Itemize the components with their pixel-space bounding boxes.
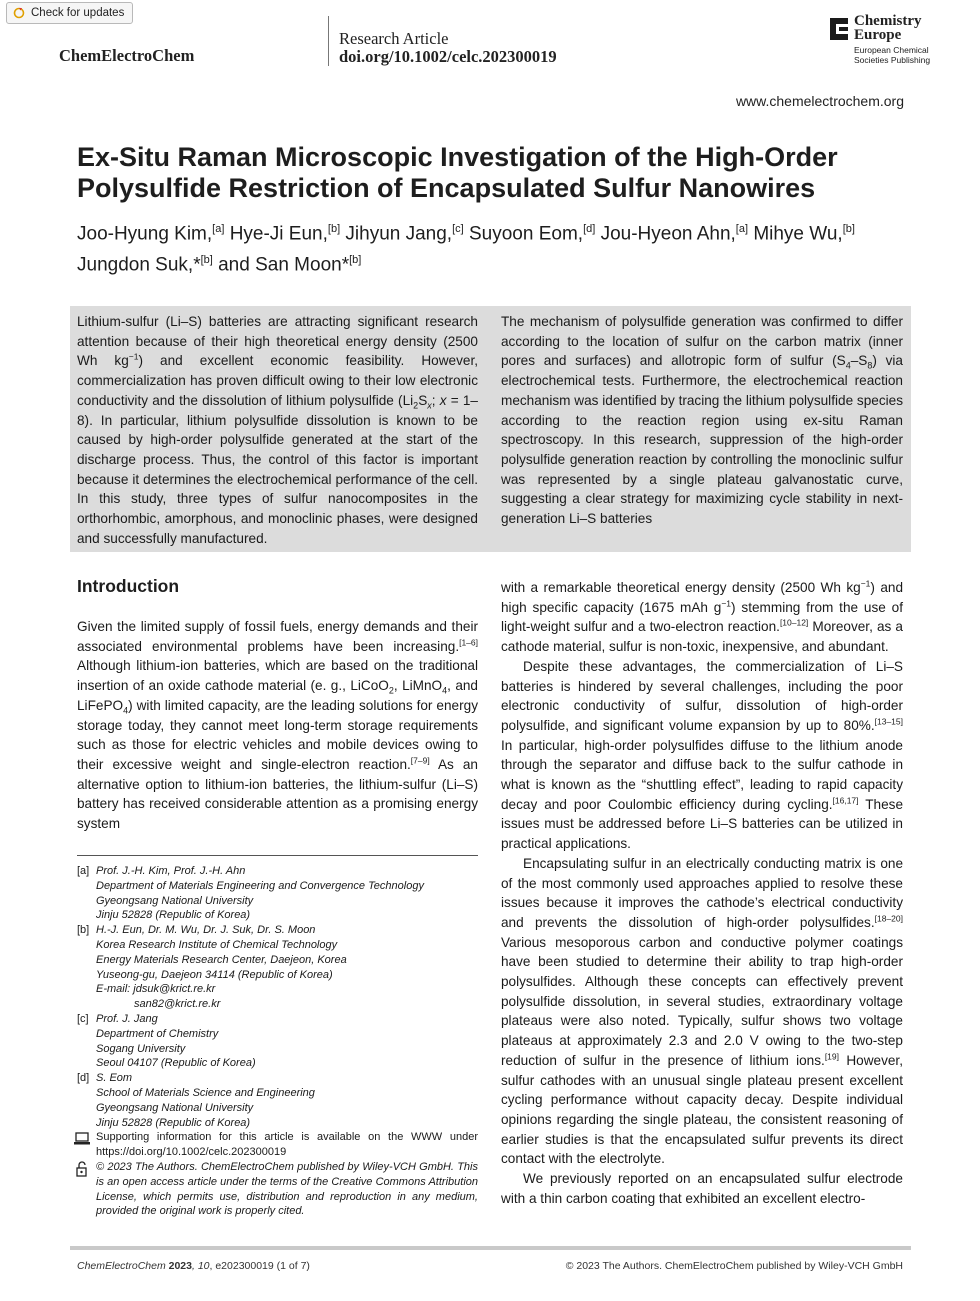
affiliation-names: Prof. J.-H. Kim, Prof. J.-H. Ahn — [96, 865, 246, 877]
introduction-heading: Introduction — [77, 576, 180, 596]
logo-text-line1: Chemistry — [854, 13, 922, 29]
footer-divider — [70, 1246, 911, 1250]
paragraph-text: Given the limited supply of fossil fuels, energy demands and their associated environmental problems have been increasing. — [77, 619, 478, 654]
doi-link[interactable]: doi.org/10.1002/celc.202300019 — [339, 47, 557, 66]
abstract-text: The mechanism of polysulfide generation was confirmed to differ according to the location of sulfur on the carbon matrix (inner pores and surfaces) and allotropic form of sulfur (S — [501, 314, 903, 369]
check-for-updates-button[interactable] — [6, 2, 133, 24]
author: Mihye Wu, — [753, 223, 843, 245]
affiliation-line: Department of Chemistry — [96, 1027, 219, 1040]
subscript: 2 — [388, 685, 394, 696]
abstract-text: = 1–8). In particular, lithium polysulfide dissolution is known to be caused by high-order polysulfide generated at the start of the discharge process. Thus, the control of this factor is important because it determines the electrochemical performance of the cell. In this study, three types of sulfur nanocomposites in the orthorhombic, amorphous, and monoclinic phases, were designed and successfully manufactured. — [77, 392, 478, 546]
abstract-left-column — [77, 312, 478, 548]
author: Jihyun Jang, — [345, 223, 453, 245]
affiliation-line: Sogang University — [96, 1042, 186, 1055]
open-access-lock-icon — [73, 1161, 91, 1177]
citation[interactable]: [7–9] — [410, 755, 430, 766]
journal-website-link[interactable]: www.chemelectrochem.org — [735, 93, 904, 109]
affiliation-line: School of Materials Science and Engineering — [96, 1086, 315, 1099]
paragraph-text: As an alternative option to lithium-ion batteries, the lithium-sulfur (Li–S) battery has received considerable attention as a promising energy system — [77, 756, 478, 832]
logo-text-line3: European Chemical — [854, 45, 929, 55]
affiliation-line: Energy Materials Research Center, Daejeon, Korea — [96, 953, 347, 966]
paragraph-text: , LiMnO — [393, 678, 443, 694]
citation[interactable]: [1–6] — [459, 637, 478, 648]
footer-citation — [77, 1260, 310, 1272]
subscript: 4 — [123, 705, 129, 716]
abstract-right-column — [501, 312, 903, 529]
paragraph-text: Despite these advantages, the commercialization of Li–S batteries is hindered by several challenges, including the poor electronic conductivity of sulfur, dissolution of high-order polysulfide, and significant volume expansion by up to 80%. — [501, 658, 903, 733]
footer-year: 2023 — [165, 1260, 192, 1272]
citation[interactable]: [16,17] — [832, 795, 859, 806]
paragraph-text: Moreover, as a cathode material, sulfur is non-toxic, inexpensive, and abundant. — [501, 619, 903, 655]
author-affiliation: [c] — [452, 223, 464, 235]
affiliation-line: Gyeongsang National University — [96, 894, 254, 907]
author-affiliation: [b] — [842, 223, 855, 235]
author: Jungdon Suk,* — [77, 254, 201, 276]
intro-left-column — [77, 617, 478, 834]
author: Hye-Ji Eun, — [229, 223, 328, 245]
paragraph-text: However, sulfur cathodes with an unusual single plateau present excellent cycling performance without capacity decay. Despite individual opinions regarding the single plateau, the consistent reasoning of earlier studies is that the encapsulated sulfur prevents its direct contact with the electrolyte. — [501, 1052, 903, 1167]
paragraph-text: ) stemming from the use of light-weight sulfur and a two-electron reaction. — [501, 599, 903, 635]
citation[interactable]: [18–20] — [874, 913, 903, 924]
author-affiliation: [b] — [200, 254, 213, 267]
affiliation-entry — [77, 1012, 478, 1071]
abstract-text: –S — [850, 353, 868, 369]
affiliation-line: Seoul 04107 (Republic of Korea) — [96, 1057, 256, 1070]
author: Joo-Hyung Kim, — [77, 223, 213, 245]
citation[interactable]: [19] — [824, 1051, 839, 1062]
affiliation-line: Yuseong-gu, Daejeon 34114 (Republic of Korea) — [96, 968, 333, 981]
affiliation-entry — [77, 923, 478, 1012]
paragraph: We previously reported on an encapsulated sulfur electrode with a thin carbon coating that exhibited an excellent electro- — [501, 1171, 903, 1206]
affiliation-label: [c] — [77, 1012, 89, 1025]
supporting-info-text: Supporting information for this article is available on the WWW under https://doi.org/10.1002/celc.202300019 — [96, 1131, 478, 1159]
supporting-info-note — [77, 1130, 478, 1160]
license-text: © 2023 The Authors. ChemElectroChem published by Wiley-VCH GmbH. This is an open access article under the terms of the Creative Commons Attribution License, which permits use, distribution and reproduction in any medium, provided the original work is properly cited. — [96, 1160, 478, 1218]
paragraph-text: Although lithium-ion batteries, which are based on the traditional insertion of an oxide cathode material (e. g., LiCoO — [77, 658, 478, 694]
header-divider — [328, 16, 329, 66]
abstract-text: S — [418, 392, 428, 408]
abstract-subscript: x — [427, 400, 432, 411]
article-type: Research Article — [339, 29, 449, 48]
affiliation-line: Korea Research Institute of Chemical Technology — [96, 938, 338, 951]
refresh-icon — [13, 7, 25, 19]
affiliation-names: Prof. J. Jang — [96, 1012, 158, 1025]
abstract-subscript: 2 — [413, 400, 419, 411]
footnote-divider — [77, 855, 478, 856]
abstract-text: ; — [431, 392, 440, 408]
affiliation-line: Department of Materials Engineering and Convergence Technology — [96, 879, 424, 892]
citation[interactable]: [10–12] — [779, 617, 809, 628]
superscript: −1 — [860, 578, 871, 589]
check-for-updates-label: Check for updates — [31, 7, 125, 19]
author: Suyoon Eom, — [469, 223, 584, 245]
author-affiliation: [a] — [212, 223, 225, 235]
abstract-text: ) and excellent economic feasibility. However, commercialization has proven difficult owing to their low electronic conductivity and the dissolution of lithium polysulfide (Li — [77, 353, 478, 408]
journal-name: ChemElectroChem — [59, 46, 195, 65]
affiliation-line: Jinju 52828 (Republic of Korea) — [96, 1116, 251, 1129]
paragraph — [501, 657, 903, 854]
abstract-text: Lithium-sulfur (Li–S) batteries are attracting significant research attention because of their high theoretical energy density (2500 Wh kg — [77, 314, 478, 369]
footer-copyright: © 2023 The Authors. ChemElectroChem published by Wiley-VCH GmbH — [565, 1260, 903, 1272]
affiliation-label: [b] — [77, 924, 90, 937]
superscript: −1 — [721, 598, 732, 609]
citation[interactable]: [13–15] — [874, 716, 903, 727]
license-note — [77, 1160, 478, 1219]
paragraph-text: ) with limited capacity, are the leading solutions for energy storage today, they cannot meet long-term storage requirements such as those for electric vehicles and mobile devices owing to their excessive weight and single-electron reaction. — [77, 697, 478, 772]
abstract-variable: x — [439, 392, 447, 408]
paragraph-text: with a remarkable theoretical energy density (2500 Wh kg — [501, 580, 861, 595]
abstract-subscript: 8 — [867, 361, 873, 372]
paragraph-text: Encapsulating sulfur in an electrically conducting matrix is one of the most commonly used approaches applied to resolve these issues because it improves the cathode’s electrical conductivity and prevents the dissolution of high-order polysulfides. — [501, 855, 903, 930]
subscript: 4 — [442, 685, 448, 696]
logo-text-line2: Europe — [854, 27, 902, 43]
article-title: Ex-Situ Raman Microscopic Investigation of the High-Order Polysulfide Restriction of Encapsulated Sulfur Nanowires — [77, 142, 838, 203]
paragraph — [77, 617, 478, 834]
logo-text-line4: Societies Publishing — [854, 55, 931, 65]
author-affiliation: [a] — [735, 223, 749, 235]
paragraph-text: , and LiFePO — [77, 678, 478, 713]
paragraph-text: These issues must be addressed before Li–S batteries can be utilized in practical applications. — [501, 796, 904, 852]
author-list — [77, 216, 907, 279]
abstract-text: ) via electrochemical tests. Furthermore, the electrochemical reaction mechanism was identified by tracing the lithium polysulfide species according to the reaction region using ex-situ Raman spectroscopy. In this research, suppression of the high-order polysulfide generation reaction by controlling the monoclinic sulfur was represented by a single plateau galvanostatic curve, suggesting a clear strategy for maximizing cycle stability in next-generation Li–S batteries — [501, 353, 903, 527]
author-affiliation: [b] — [327, 223, 341, 235]
email-link[interactable]: san82@krict.re.kr — [134, 998, 221, 1011]
affiliation-names: S. Eom — [96, 1072, 133, 1085]
paragraph-text: Various mesoporous carbon and conductive polymer coatings have been studied to determine their ability to trap high-order polysulfides. Although these concepts can effectively prevent polysulfide dissolution, in several studies, extraordinary voltage plateaus were also noted. Typically, sulfur shows two voltage plateaus at approximately 2.3 and 2.0 V owing to the two-step reduction of sulfur in the presence of lithium ions. — [501, 934, 903, 1068]
chemistry-europe-logo-icon — [828, 16, 850, 42]
affiliation-entry — [77, 1071, 478, 1130]
author-affiliation: [d] — [583, 223, 596, 235]
footer-journal: ChemElectroChem — [77, 1260, 166, 1272]
affiliation-line: Gyeongsang National University — [96, 1101, 254, 1114]
author-affiliation: [b] — [349, 254, 362, 267]
affiliations-footnote — [77, 864, 478, 1219]
paragraph — [501, 854, 903, 1169]
paragraph — [501, 578, 903, 657]
laptop-icon — [73, 1131, 91, 1147]
footer-volume: , 10 — [191, 1260, 210, 1272]
abstract-subscript: 4 — [845, 361, 851, 372]
author: and San Moon* — [218, 254, 350, 276]
affiliation-label: [a] — [77, 865, 90, 877]
footer-article-number: , e202300019 (1 of 7) — [209, 1260, 310, 1272]
paragraph-text: ) and high specific capacity (1675 mAh g — [501, 580, 903, 615]
affiliation-line: Jinju 52828 (Republic of Korea) — [96, 909, 251, 922]
email-link[interactable]: E-mail: jdsuk@krict.re.kr — [96, 983, 216, 996]
abstract-superscript: −1 — [128, 351, 139, 362]
affiliation-entry — [77, 864, 478, 923]
affiliation-names: H.-J. Eun, Dr. M. Wu, Dr. J. Suk, Dr. S. Moon — [96, 924, 316, 937]
affiliation-label: [d] — [77, 1072, 90, 1085]
paragraph-text: In particular, high-order polysulfides diffuse to the lithium anode through the separator and diffuse back to the sulfur cathode in what is known as the “shuttling effect”, leading to rapid capacity decay and poor Coulombic efficiency during cycling. — [501, 737, 903, 812]
author: Jou-Hyeon Ahn, — [600, 223, 736, 245]
intro-right-column — [501, 578, 903, 1209]
